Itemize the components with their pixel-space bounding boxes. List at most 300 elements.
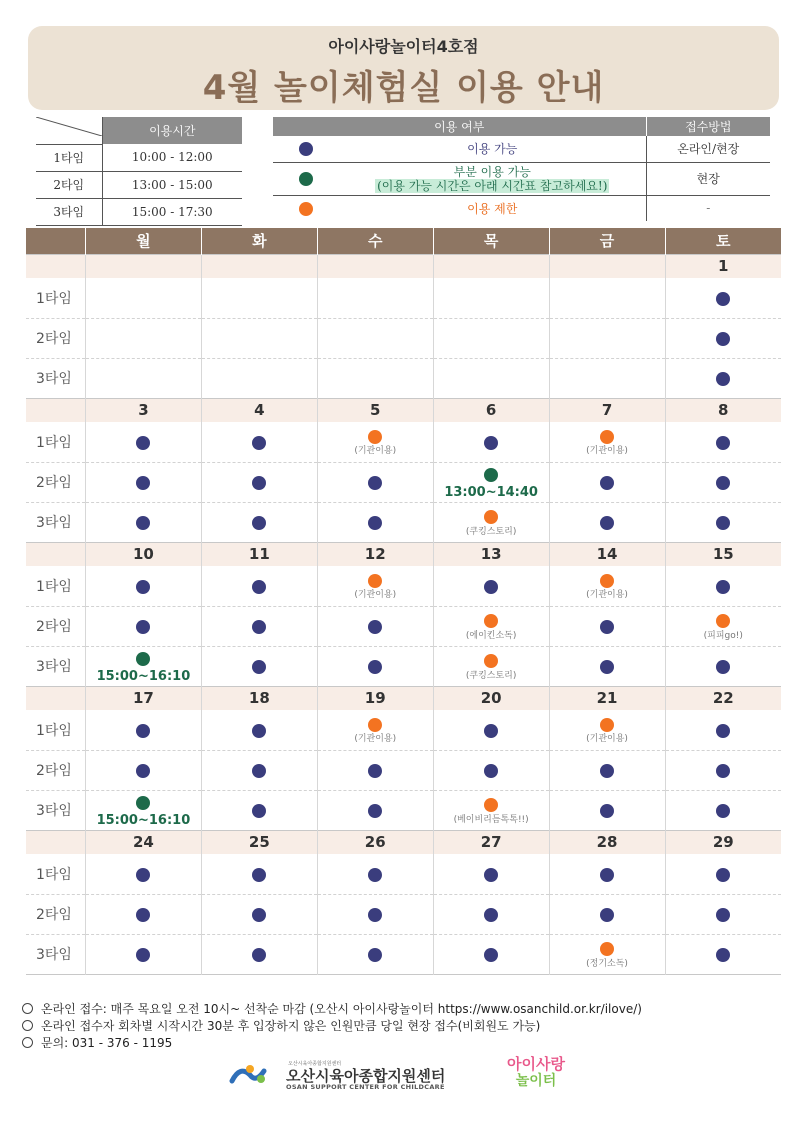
slot-cell <box>317 854 433 894</box>
orange-dot-icon <box>484 510 498 524</box>
green-dot-icon <box>136 652 150 666</box>
date-row-blank <box>26 398 85 422</box>
legend-method: 온라인/현장 <box>646 136 770 162</box>
slot-label: 1타임 <box>26 854 85 894</box>
slot-cell <box>549 358 665 398</box>
slot-cell <box>85 462 201 502</box>
slot-cell <box>549 462 665 502</box>
slot-row <box>26 606 781 646</box>
slot-cell <box>665 646 781 686</box>
blue-dot-icon <box>136 948 150 962</box>
orange-dot-icon <box>716 614 730 628</box>
slot-cell <box>433 854 549 894</box>
slot-row <box>26 934 781 974</box>
slot-cell <box>665 358 781 398</box>
playground-logo-text: 아이사랑 <box>507 1055 565 1073</box>
slot-cell <box>85 894 201 934</box>
date-cell <box>201 254 317 278</box>
slot-row <box>26 462 781 502</box>
orange-dot-icon <box>600 718 614 732</box>
date-row <box>26 830 781 854</box>
slot-cell <box>317 934 433 974</box>
slot-cell <box>201 278 317 318</box>
blue-dot-icon <box>368 804 382 818</box>
slot-row <box>26 646 781 686</box>
orange-dot-icon <box>484 614 498 628</box>
orange-dot-icon <box>484 654 498 668</box>
slot-cell <box>665 790 781 830</box>
blue-dot-icon <box>252 436 266 450</box>
note-text: 온라인 접수: 매주 목요일 오전 10시~ 선착순 마감 (오산시 아이사랑놀이터 https://www.osanchild.or.kr/ilove/) <box>41 1002 642 1016</box>
blue-dot-icon <box>368 620 382 634</box>
slot-cell <box>201 750 317 790</box>
slot-cell <box>549 790 665 830</box>
date-row <box>26 686 781 710</box>
time-row-value: 10:00 - 12:00 <box>102 144 242 171</box>
slot-cell <box>317 646 433 686</box>
date-cell <box>549 254 665 278</box>
date-cell: 14 <box>549 542 665 566</box>
slot-row <box>26 710 781 750</box>
slot-cell <box>317 790 433 830</box>
date-cell: 12 <box>317 542 433 566</box>
blue-dot-icon <box>252 908 266 922</box>
slot-cell <box>665 566 781 606</box>
slot-note: (피피go!) <box>703 630 743 641</box>
slot-cell <box>85 934 201 974</box>
slot-note: (기관이용) <box>354 590 397 601</box>
weekday-header: 수 <box>317 228 433 254</box>
blue-dot-icon <box>716 724 730 738</box>
slot-cell <box>433 502 549 542</box>
date-row <box>26 398 781 422</box>
notes-list <box>22 1001 642 1052</box>
partial-time: 13:00~14:40 <box>444 484 538 500</box>
slot-row <box>26 566 781 606</box>
date-row <box>26 254 781 278</box>
slot-cell <box>201 422 317 462</box>
slot-cell <box>433 646 549 686</box>
date-cell: 29 <box>665 830 781 854</box>
blue-dot-icon <box>136 620 150 634</box>
blue-dot-icon <box>716 804 730 818</box>
slot-note: (기관이용) <box>586 590 628 601</box>
slot-cell <box>85 750 201 790</box>
blue-dot-icon <box>716 476 730 490</box>
slot-cell <box>201 606 317 646</box>
slot-label: 3타임 <box>26 502 85 542</box>
legend-method-header: 접수방법 <box>646 117 770 136</box>
slot-cell <box>317 606 433 646</box>
slot-cell <box>665 750 781 790</box>
slot-label: 2타임 <box>26 318 85 358</box>
slot-cell <box>433 710 549 750</box>
blue-dot-icon <box>716 580 730 594</box>
date-row-blank <box>26 254 85 278</box>
time-slot-table <box>36 117 242 226</box>
slot-label: 2타임 <box>26 750 85 790</box>
blue-dot-icon <box>368 948 382 962</box>
weekday-header-row <box>26 228 781 254</box>
note-item <box>22 1001 642 1018</box>
slot-cell <box>433 606 549 646</box>
slot-label: 2타임 <box>26 606 85 646</box>
slot-cell <box>85 278 201 318</box>
orange-dot-icon <box>600 574 614 588</box>
date-row-blank <box>26 830 85 854</box>
date-cell: 25 <box>201 830 317 854</box>
blue-dot-icon <box>716 372 730 386</box>
date-cell <box>85 254 201 278</box>
slot-note: (기관이용) <box>354 446 397 457</box>
slot-cell <box>201 358 317 398</box>
slot-cell <box>549 566 665 606</box>
blue-dot-icon <box>252 804 266 818</box>
legend-table <box>273 117 770 221</box>
slot-label: 1타임 <box>26 278 85 318</box>
slot-cell <box>665 894 781 934</box>
slot-cell <box>317 502 433 542</box>
slot-cell <box>549 422 665 462</box>
slot-cell <box>665 422 781 462</box>
blue-dot-icon <box>716 292 730 306</box>
blue-dot-icon <box>252 660 266 674</box>
blue-dot-icon <box>484 764 498 778</box>
slot-note: (기관이용) <box>586 446 628 457</box>
org-name: 오산시육아종합지원센터 <box>286 1067 446 1085</box>
date-cell: 8 <box>665 398 781 422</box>
blue-dot-icon <box>136 436 150 450</box>
slot-cell <box>317 750 433 790</box>
blue-dot-icon <box>368 660 382 674</box>
date-cell: 3 <box>85 398 201 422</box>
slot-cell <box>201 462 317 502</box>
legend-partial-subtext: (이용 가능 시간은 아래 시간표 참고하세요!) <box>377 178 608 193</box>
date-cell: 19 <box>317 686 433 710</box>
table-corner <box>36 117 102 144</box>
slot-cell <box>85 646 201 686</box>
orange-dot-icon <box>368 718 382 732</box>
slot-cell <box>549 606 665 646</box>
org-english-name: OSAN SUPPORT CENTER FOR CHILDCARE <box>286 1083 445 1091</box>
page-header <box>28 26 779 110</box>
slot-cell <box>201 790 317 830</box>
blue-dot-icon <box>484 948 498 962</box>
blue-dot-icon <box>252 516 266 530</box>
slot-row <box>26 358 781 398</box>
slot-note: (베이비리듬톡톡!!) <box>453 814 529 825</box>
slot-cell <box>433 566 549 606</box>
blue-dot-icon <box>600 620 614 634</box>
blue-dot-icon <box>484 580 498 594</box>
center-name: 아이사랑놀이터4호점 <box>328 37 479 56</box>
blue-dot-icon <box>136 724 150 738</box>
orange-dot-icon <box>484 798 498 812</box>
blue-dot-icon <box>716 332 730 346</box>
date-cell <box>317 254 433 278</box>
blue-dot-icon <box>600 804 614 818</box>
slot-cell <box>317 566 433 606</box>
legend-restricted-text: 이용 제한 <box>467 201 518 216</box>
slot-label: 1타임 <box>26 710 85 750</box>
orange-dot-icon <box>299 202 313 216</box>
time-row-value: 15:00 - 17:30 <box>102 198 242 225</box>
slot-row <box>26 318 781 358</box>
slot-cell <box>549 502 665 542</box>
slot-cell <box>317 710 433 750</box>
calendar-bottom-cell <box>26 974 781 975</box>
weekday-header: 금 <box>549 228 665 254</box>
slot-cell <box>201 710 317 750</box>
slot-cell <box>433 278 549 318</box>
slot-label: 3타임 <box>26 934 85 974</box>
circle-bullet-icon <box>22 1037 33 1048</box>
slot-label: 3타임 <box>26 358 85 398</box>
blue-dot-icon <box>136 476 150 490</box>
date-cell <box>433 254 549 278</box>
slot-cell <box>433 894 549 934</box>
slot-cell <box>665 318 781 358</box>
blue-dot-icon <box>136 908 150 922</box>
blue-dot-icon <box>252 948 266 962</box>
date-cell: 7 <box>549 398 665 422</box>
date-row-blank <box>26 542 85 566</box>
slot-cell <box>317 422 433 462</box>
blue-dot-icon <box>716 516 730 530</box>
slot-cell <box>85 566 201 606</box>
legend-partial-text: 부분 이용 가능 <box>453 164 531 179</box>
slot-cell <box>85 422 201 462</box>
slot-cell <box>85 606 201 646</box>
playground-logo-line2: 놀이터 <box>515 1073 557 1089</box>
slot-cell <box>85 502 201 542</box>
slot-cell <box>549 750 665 790</box>
blue-dot-icon <box>600 868 614 882</box>
slot-cell <box>85 710 201 750</box>
slot-cell <box>665 854 781 894</box>
green-dot-icon <box>136 796 150 810</box>
slot-row <box>26 422 781 462</box>
slot-cell <box>549 646 665 686</box>
slot-note: (에이킨소독) <box>465 630 517 641</box>
slot-row <box>26 502 781 542</box>
time-row <box>36 171 242 198</box>
date-cell: 4 <box>201 398 317 422</box>
partial-time: 15:00~16:10 <box>96 812 191 828</box>
weekday-header: 토 <box>665 228 781 254</box>
slot-cell <box>201 318 317 358</box>
date-cell: 24 <box>85 830 201 854</box>
calendar-body <box>26 254 781 975</box>
legend-row <box>273 195 770 221</box>
partial-time: 15:00~16:10 <box>96 668 191 684</box>
legend-method: - <box>646 195 770 221</box>
blue-dot-icon <box>600 476 614 490</box>
date-cell: 6 <box>433 398 549 422</box>
blue-dot-icon <box>600 908 614 922</box>
slot-cell <box>665 710 781 750</box>
blue-dot-icon <box>368 868 382 882</box>
page-title: 4월 놀이체험실 이용 안내 <box>202 68 605 108</box>
time-row-value: 13:00 - 15:00 <box>102 171 242 198</box>
slot-row <box>26 854 781 894</box>
orange-dot-icon <box>600 942 614 956</box>
green-dot-icon <box>299 172 313 186</box>
blue-dot-icon <box>252 724 266 738</box>
slot-cell <box>665 502 781 542</box>
note-item <box>22 1035 642 1052</box>
date-row-blank <box>26 686 85 710</box>
date-cell: 5 <box>317 398 433 422</box>
slot-cell <box>433 462 549 502</box>
slot-row <box>26 790 781 830</box>
slot-cell <box>317 462 433 502</box>
blue-dot-icon <box>136 516 150 530</box>
slot-note: (쿠킹스토리) <box>465 670 517 681</box>
time-row <box>36 198 242 225</box>
slot-label: 2타임 <box>26 462 85 502</box>
blue-dot-icon <box>600 660 614 674</box>
calendar-bottom-border <box>26 974 781 975</box>
blue-dot-icon <box>716 868 730 882</box>
playground-logo-line1 <box>486 1056 586 1073</box>
blue-dot-icon <box>484 436 498 450</box>
date-cell: 18 <box>201 686 317 710</box>
blue-dot-icon <box>716 948 730 962</box>
slot-cell <box>201 566 317 606</box>
slot-cell <box>549 934 665 974</box>
slot-cell <box>433 358 549 398</box>
date-cell: 11 <box>201 542 317 566</box>
legend-available-text: 이용 가능 <box>339 136 646 162</box>
weekday-header: 화 <box>201 228 317 254</box>
slot-cell <box>665 934 781 974</box>
slot-cell <box>85 318 201 358</box>
blue-dot-icon <box>484 908 498 922</box>
time-row-label: 2타임 <box>36 171 102 198</box>
slot-cell <box>549 278 665 318</box>
legend-row <box>273 162 770 195</box>
legend-method: 현장 <box>646 162 770 195</box>
weekday-header: 목 <box>433 228 549 254</box>
slot-cell <box>433 422 549 462</box>
weekday-header-blank <box>26 228 85 254</box>
blue-dot-icon <box>252 868 266 882</box>
blue-dot-icon <box>484 724 498 738</box>
slot-note: (기관이용) <box>354 734 397 745</box>
slot-cell <box>317 894 433 934</box>
slot-cell <box>85 790 201 830</box>
diagonal-line-icon <box>36 117 102 136</box>
slot-cell <box>201 894 317 934</box>
blue-dot-icon <box>368 476 382 490</box>
osan-center-logo <box>228 1058 478 1092</box>
slot-cell <box>433 790 549 830</box>
slot-row <box>26 750 781 790</box>
blue-dot-icon <box>368 908 382 922</box>
slot-cell <box>201 646 317 686</box>
osan-logo-icon <box>228 1061 268 1089</box>
slot-cell <box>201 854 317 894</box>
slot-cell <box>549 318 665 358</box>
org-small-text: 오산시육아종합지원센터 <box>288 1061 342 1067</box>
blue-dot-icon <box>252 764 266 778</box>
time-row-label: 3타임 <box>36 198 102 225</box>
blue-dot-icon <box>368 516 382 530</box>
orange-dot-icon <box>600 430 614 444</box>
blue-dot-icon <box>252 620 266 634</box>
slot-label: 3타임 <box>26 790 85 830</box>
slot-note: (쿠킹스토리) <box>465 526 517 537</box>
playground-logo <box>486 1056 586 1096</box>
blue-dot-icon <box>252 476 266 490</box>
slot-cell <box>433 934 549 974</box>
slot-cell <box>201 934 317 974</box>
slot-label: 3타임 <box>26 646 85 686</box>
blue-dot-icon <box>600 764 614 778</box>
blue-dot-icon <box>716 436 730 450</box>
date-cell: 17 <box>85 686 201 710</box>
blue-dot-icon <box>716 908 730 922</box>
time-row-label: 1타임 <box>36 144 102 171</box>
slot-label: 2타임 <box>26 894 85 934</box>
slot-note: (정기소독) <box>586 958 628 969</box>
slot-cell <box>549 710 665 750</box>
time-header: 이용시간 <box>102 117 242 144</box>
blue-dot-icon <box>368 764 382 778</box>
slot-label: 1타임 <box>26 566 85 606</box>
slot-cell <box>665 606 781 646</box>
date-cell: 1 <box>665 254 781 278</box>
note-text: 온라인 접수자 회차별 시작시간 30분 후 입장하지 않은 인원만큼 당일 현장 접수(비회원도 가능) <box>41 1019 541 1033</box>
date-cell: 28 <box>549 830 665 854</box>
legend-usage-header: 이용 여부 <box>273 117 646 136</box>
note-text: 문의: 031 - 376 - 1195 <box>41 1036 173 1050</box>
calendar-table <box>26 228 781 975</box>
green-dot-icon <box>484 468 498 482</box>
slot-cell <box>549 894 665 934</box>
blue-dot-icon <box>299 142 313 156</box>
slot-cell <box>317 358 433 398</box>
time-row <box>36 144 242 171</box>
orange-dot-icon <box>368 430 382 444</box>
blue-dot-icon <box>136 580 150 594</box>
blue-dot-icon <box>600 516 614 530</box>
slot-row <box>26 894 781 934</box>
slot-label: 1타임 <box>26 422 85 462</box>
date-cell: 15 <box>665 542 781 566</box>
slot-cell <box>85 854 201 894</box>
note-item <box>22 1018 642 1035</box>
date-row <box>26 542 781 566</box>
slot-cell <box>549 854 665 894</box>
orange-dot-icon <box>368 574 382 588</box>
slot-cell <box>85 358 201 398</box>
date-cell: 13 <box>433 542 549 566</box>
date-cell: 20 <box>433 686 549 710</box>
slot-cell <box>201 502 317 542</box>
blue-dot-icon <box>716 764 730 778</box>
slot-cell <box>317 318 433 358</box>
date-cell: 26 <box>317 830 433 854</box>
slot-cell <box>665 462 781 502</box>
slot-cell <box>665 278 781 318</box>
circle-bullet-icon <box>22 1020 33 1031</box>
blue-dot-icon <box>252 580 266 594</box>
slot-cell <box>433 750 549 790</box>
blue-dot-icon <box>716 660 730 674</box>
date-cell: 21 <box>549 686 665 710</box>
